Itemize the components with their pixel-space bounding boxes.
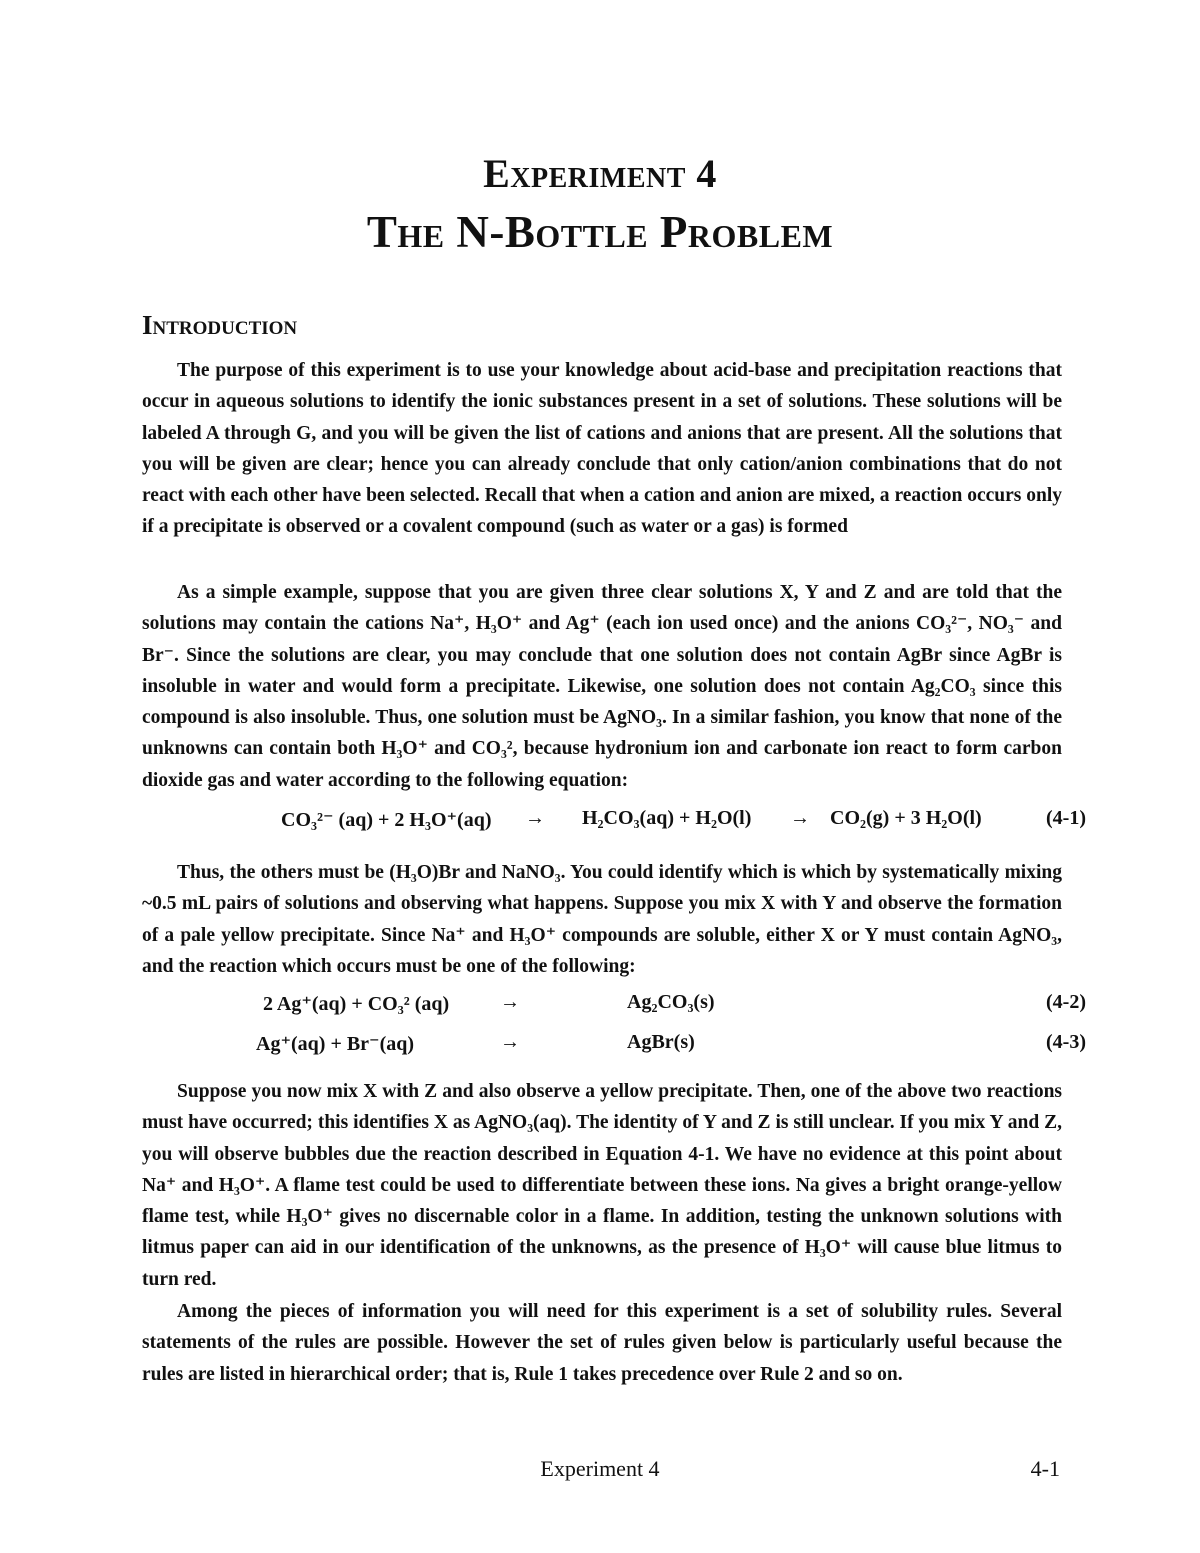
paragraph-5 [142, 1296, 1062, 1390]
equation-4-1 [0, 807, 1200, 837]
equation-arrow: → [500, 991, 520, 1013]
equation-4-3 [0, 1031, 1200, 1061]
paragraph-text: Suppose you now mix X with Z and also observe a yellow precipitate. Then, one of the above two reactions must have occurred; this identifies X as AgNO₃(aq). The identity of Y and Z is still unclear. If you mix Y and Z, you will observe bubbles due the reaction described in Equation 4-1. We have no evidence at this point about Na⁺ and H₃O⁺. A flame test could be used to differentiate between these ions. Na gives a bright orange-yellow flame test, while H₃O⁺ gives no discernable color in a flame. In addition, testing the unknown solutions with litmus paper can aid in our identification of the unknowns, as the presence of H₃O⁺ will cause blue litmus to turn red. [142, 1081, 1062, 1290]
paragraph-4 [142, 1076, 1062, 1295]
page-number: 4-1 [1030, 1456, 1060, 1481]
equation-middle: H₂CO₃(aq) + H₂O(l) [582, 807, 752, 829]
equation-number: (4-2) [1046, 991, 1086, 1013]
equation-right: AgBr(s) [627, 1031, 695, 1053]
equation-number: (4-3) [1046, 1031, 1086, 1053]
equation-arrow: → [500, 1031, 520, 1053]
equation-right: CO₂(g) + 3 H₂O(l) [830, 807, 982, 829]
equation-left: 2 Ag⁺(aq) + CO₃² (aq) [263, 993, 450, 1015]
paragraph-text: Thus, the others must be (H₃O)Br and NaNO₃. You could identify which is which by systematically mixing ~0.5 mL pairs of solutions and observing what happens. Suppose you mix X with Y and observe the formation of a pale yellow precipitate. Since Na⁺ and H₃O⁺ compounds are soluble, either X or Y must contain AgNO₃, and the reaction which occurs must be one of the following: [142, 862, 1062, 977]
footer-title: Experiment 4 [540, 1456, 660, 1481]
experiment-name-title: The N-Bottle Problem [366, 207, 834, 257]
equation-number: (4-1) [1046, 807, 1086, 829]
equation-left: CO₃²⁻ (aq) + 2 H₃O⁺(aq) [281, 809, 492, 831]
equation-left: Ag⁺(aq) + Br⁻(aq) [256, 1033, 415, 1055]
experiment-number-title: Experiment 4 [483, 151, 717, 196]
equation-4-2 [0, 991, 1200, 1021]
paragraph-2 [142, 577, 1062, 796]
equation-arrow: → [790, 807, 810, 829]
paragraph-text: As a simple example, suppose that you are given three clear solutions X, Y and Z and are told that the solutions may contain the cations Na⁺, H₃O⁺ and Ag⁺ (each ion used once) and the anions CO₃²⁻, NO₃⁻ and Br⁻. Since the solutions are clear, you may conclude that one solution does not contain AgBr since AgBr is insoluble in water and would form a precipitate. Likewise, one solution does not contain Ag₂CO₃ since this compound is also insoluble. Thus, one solution must be AgNO₃. In a similar fashion, you know that none of the unknowns can contain both H₃O⁺ and CO₃², because hydronium ion and carbonate ion react to form carbon dioxide gas and water according to the following equation: [142, 582, 1062, 791]
equation-right: Ag₂CO₃(s) [627, 991, 715, 1013]
paragraph-1 [142, 355, 1062, 543]
paragraph-text: The purpose of this experiment is to use your knowledge about acid-base and precipitation reactions that occur in aqueous solutions to identify the ionic substances present in a set of solutions. These solutions will be labeled A through G, and you will be given the list of cations and anions that are present. All the solutions that you will be given are clear; hence you can already conclude that only cation/anion combinations that do not react with each other have been selected. Recall that when a cation and anion are mixed, a reaction occurs only if a precipitate is observed or a covalent compound (such as water or a gas) is formed [142, 360, 1062, 538]
section-heading: Introduction [142, 310, 298, 340]
paragraph-3 [142, 857, 1062, 982]
equation-arrow: → [525, 807, 545, 829]
paragraph-text: Among the pieces of information you will need for this experiment is a set of solubility rules. Several statements of the rules are possible. However the set of rules given below is particularly useful because the rules are listed in hierarchical order; that is, Rule 1 takes precedence over Rule 2 and so on. [142, 1301, 1062, 1385]
